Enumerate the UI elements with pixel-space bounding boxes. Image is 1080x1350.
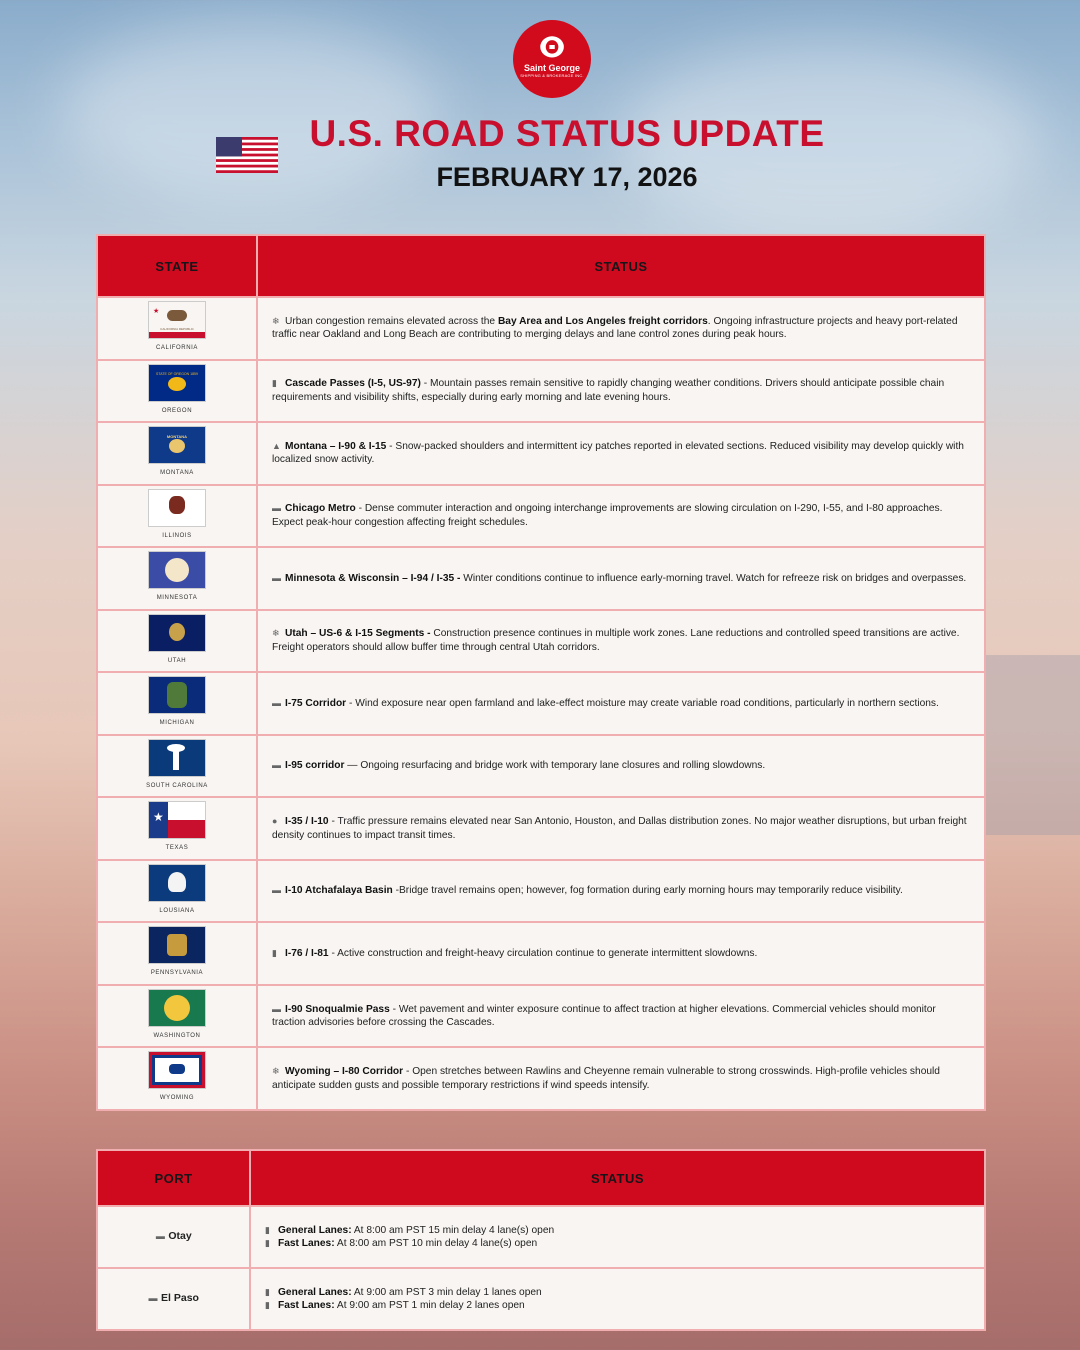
state-name: ILLINOIS: [162, 532, 192, 539]
state-cell: [97, 610, 257, 673]
status-cell: [257, 485, 985, 548]
status-lead-sep: -: [392, 885, 400, 897]
state-name: LOUSIANA: [159, 907, 195, 914]
general-lanes-line: [265, 1224, 970, 1238]
state-flag-oregon: [148, 364, 206, 419]
state-cell: [97, 797, 257, 860]
state-flag-minnesota: [148, 551, 206, 606]
status-text: Wet pavement and winter exposure continue to affect traction at higher elevations. Commercial vehicles should monitor traction advisories before crossing the Cascades.: [272, 1003, 936, 1029]
south-carolina-flag-icon: [148, 739, 206, 777]
status-lead-sep: -: [403, 1066, 413, 1078]
port-vehicle-icon: ▬: [148, 1293, 158, 1304]
state-name: WYOMING: [159, 1095, 195, 1102]
status-lead: I-76 / I-81: [285, 947, 329, 959]
fast-lanes-text: At 8:00 am PST 10 min delay 4 lane(s) open: [334, 1238, 538, 1249]
status-lead: Chicago Metro: [285, 503, 356, 515]
minnesota-flag-icon: [148, 551, 206, 589]
state-cell: [97, 735, 257, 798]
page-date: FEBRUARY 17, 2026: [436, 162, 698, 192]
state-flag-michigan: [148, 676, 206, 731]
states-status-table: [96, 234, 986, 1111]
state-flag-california: [148, 301, 206, 356]
general-lanes-text: At 9:00 am PST 3 min delay 1 lanes open: [351, 1286, 542, 1298]
state-flag-texas: [148, 801, 206, 856]
oregon-flag-icon: [148, 364, 206, 402]
status-emoji-icon: ▬: [272, 503, 281, 514]
status-lead: I-95 corridor: [285, 760, 345, 772]
status-emoji-icon: ❄: [272, 628, 280, 639]
status-lead-sep: -: [328, 947, 338, 959]
michigan-flag-icon: [148, 676, 206, 714]
status-text: Active construction and freight-heavy circulation continue to generate intermittent slowdowns.: [337, 947, 758, 959]
flag-caption: MONTANA: [166, 434, 188, 440]
status-cell: [257, 1047, 985, 1110]
state-row: [97, 547, 985, 610]
state-row: [97, 297, 985, 360]
state-column-header: STATE: [97, 235, 257, 297]
page-title: U.S. ROAD STATUS UPDATE: [309, 113, 825, 154]
state-cell: [97, 297, 257, 360]
status-text: Ongoing resurfacing and bridge work with temporary lane closures and rolling slowdowns.: [360, 760, 766, 772]
port-status-cell: [250, 1206, 985, 1268]
state-name: MINNESOTA: [156, 595, 198, 602]
state-flag-lousiana: [148, 864, 206, 919]
state-row: [97, 485, 985, 548]
state-flag-montana: [148, 426, 206, 481]
general-lanes-text: At 8:00 am PST 15 min delay 4 lane(s) open: [351, 1224, 555, 1236]
general-lanes-label: General Lanes:: [278, 1224, 352, 1236]
fast-lanes-line: [265, 1299, 970, 1313]
traffic-light-icon: ▮: [265, 1300, 270, 1310]
state-cell: [97, 485, 257, 548]
fast-lanes-label: Fast Lanes:: [278, 1300, 335, 1311]
status-text: Bridge travel remains open; however, fog formation during early morning hours may temporarily reduce visibility.: [399, 885, 903, 897]
pennsylvania-flag-icon: [148, 926, 206, 964]
state-row: [97, 672, 985, 735]
state-name: UTAH: [167, 657, 187, 664]
port-row: [97, 1268, 985, 1330]
state-name: TEXAS: [165, 845, 189, 852]
status-emoji-icon: ▮: [272, 947, 277, 958]
port-name: El Paso: [161, 1292, 199, 1305]
status-emoji-icon: ❄: [272, 1066, 280, 1077]
texas-flag-icon: ★: [148, 801, 206, 839]
background-truck: [970, 655, 1080, 835]
status-text: Snow-packed shoulders and intermittent icy patches reported in elevated sections. Reduced visibility may develop quickly with localized snow activity.: [272, 440, 964, 466]
status-lead: Utah – US-6 & I-15 Segments -: [285, 628, 431, 640]
status-lead: Montana – I-90 & I-15: [285, 440, 387, 452]
status-text: Wind exposure near open farmland and lake-effect moisture may create variable road conditions, particularly in northern sections.: [355, 697, 939, 709]
state-cell: [97, 860, 257, 923]
logo-mark-icon: ⵙ: [538, 32, 566, 63]
status-emoji-icon: ▬: [272, 760, 281, 771]
state-name: OREGON: [161, 407, 193, 414]
status-cell: [257, 860, 985, 923]
state-row: [97, 1047, 985, 1110]
status-lead-sep: -: [420, 378, 430, 390]
status-lead-sep: -: [386, 440, 396, 452]
flag-caption: STATE OF OREGON 1859: [156, 371, 198, 376]
status-lead-sep: -: [389, 1003, 399, 1015]
status-lead: Cascade Passes (I-5, US-97): [285, 378, 421, 390]
status-emoji-icon: ●: [272, 816, 278, 827]
status-cell: [257, 547, 985, 610]
state-flag-washington: [148, 989, 206, 1044]
state-cell: [97, 985, 257, 1048]
status-text: Dense commuter interaction and ongoing interchange improvements are slowing circulation on I-290, I-55, and I-80 approaches. Expect peak-hour congestion affecting freight schedules.: [272, 503, 943, 528]
utah-flag-icon: [148, 614, 206, 652]
traffic-light-icon: ▮: [265, 1286, 270, 1297]
state-cell: [97, 360, 257, 423]
state-row: [97, 797, 985, 860]
port-column-header: PORT: [97, 1150, 250, 1206]
saint-george-logo: [513, 20, 591, 98]
state-name: PENNSYLVANIA: [150, 970, 204, 977]
port-row: [97, 1206, 985, 1268]
status-lead: I-90 Snoqualmie Pass: [285, 1003, 390, 1015]
status-lead-sep: -: [328, 816, 338, 828]
status-cell: [257, 297, 985, 360]
state-flag-wyoming: [148, 1051, 206, 1106]
status-column-header: STATUS: [257, 235, 985, 297]
port-vehicle-icon: ▬: [155, 1231, 165, 1242]
status-cell: [257, 422, 985, 485]
state-cell: [97, 547, 257, 610]
state-row: [97, 360, 985, 423]
status-text: Winter conditions continue to influence early-morning travel. Watch for refreeze risk on bridges and overpasses.: [463, 572, 967, 584]
status-cell: [257, 797, 985, 860]
port-name: Otay: [168, 1230, 192, 1243]
general-lanes-label: General Lanes:: [278, 1286, 352, 1298]
status-cell: [257, 360, 985, 423]
fast-lanes-text: At 9:00 am PST 1 min delay 2 lanes open: [334, 1300, 525, 1311]
status-emoji-icon: ▬: [272, 1003, 281, 1014]
status-emoji-icon: ▬: [272, 885, 281, 896]
status-emoji-icon: ▬: [272, 697, 281, 708]
status-text: Mountain passes remain sensitive to rapidly changing weather conditions. Drivers should anticipate possible chain requirements and visibility shifts, especially during early morning and late evening hours.: [272, 378, 945, 403]
state-name: CALIFORNIA: [155, 345, 198, 352]
lousiana-flag-icon: [148, 864, 206, 902]
state-name: MONTANA: [160, 470, 194, 477]
status-cell: [257, 672, 985, 735]
status-highlight: Bay Area and Los Angeles freight corridors: [497, 315, 708, 327]
status-cell: [257, 985, 985, 1048]
state-name: SOUTH CAROLINA: [146, 782, 208, 789]
status-emoji-icon: ❄: [272, 315, 280, 326]
ports-status-table: [96, 1149, 986, 1331]
state-flag-utah: [148, 614, 206, 669]
status-lead: I-35 / I-10: [285, 816, 329, 828]
logo-name: Saint George: [523, 63, 580, 73]
status-lead: Wyoming – I-80 Corridor: [285, 1066, 404, 1078]
state-row: [97, 985, 985, 1048]
state-row: [97, 735, 985, 798]
state-row: [97, 860, 985, 923]
state-row: [97, 922, 985, 985]
general-lanes-line: [265, 1286, 970, 1300]
wyoming-flag-icon: [148, 1051, 206, 1089]
status-emoji-icon: ▲: [272, 440, 281, 451]
status-text: Urban congestion remains elevated across the: [285, 315, 498, 327]
fast-lanes-label: Fast Lanes:: [278, 1238, 335, 1249]
port-status-column-header: STATUS: [250, 1150, 985, 1206]
status-emoji-icon: ▬: [272, 572, 281, 583]
flag-caption: CALIFORNIA REPUBLIC: [160, 327, 194, 332]
status-lead: I-75 Corridor: [285, 697, 347, 709]
status-text-tail: . Ongoing infrastructure projects and heavy port-related traffic near Oakland and Long Beach are contributing to merging delays and lane control zones during peak hours.: [272, 315, 958, 341]
port-status-cell: [250, 1268, 985, 1330]
fast-lanes-line: [265, 1237, 970, 1251]
state-row: [97, 610, 985, 673]
state-name: MICHIGAN: [159, 720, 195, 727]
state-flag-illinois: [148, 489, 206, 544]
status-lead-sep: -: [346, 697, 356, 709]
state-cell: [97, 422, 257, 485]
washington-flag-icon: [148, 989, 206, 1027]
status-cell: [257, 922, 985, 985]
state-flag-pennsylvania: [148, 926, 206, 981]
header: [0, 0, 1080, 230]
illinois-flag-icon: [148, 489, 206, 527]
status-cell: [257, 735, 985, 798]
status-lead-sep: —: [344, 760, 361, 772]
california-flag-icon: ★ CALIFORNIA REPUBLIC: [148, 301, 206, 339]
status-lead: I-10 Atchafalaya Basin: [285, 885, 393, 897]
status-emoji-icon: ▮: [272, 378, 277, 389]
status-text: Traffic pressure remains elevated near San Antonio, Houston, and Dallas distribution zones. No major weather disruptions, but urban freight density continues to impact transit times.: [272, 816, 967, 841]
state-flag-south-carolina: [146, 739, 208, 794]
state-name: WASHINGTON: [153, 1032, 201, 1039]
traffic-light-icon: ▮: [265, 1224, 270, 1235]
state-cell: [97, 922, 257, 985]
status-text: Open stretches between Rawlins and Cheyenne remain vulnerable to strong crosswinds. High-profile vehicles should anticipate sudden gusts and possible temporary restrictions if wind speeds intensify.: [272, 1066, 940, 1091]
state-row: [97, 422, 985, 485]
status-text: Construction presence continues in multiple work zones. Lane reductions and controlled speed transitions are active. Freight operators should allow buffer time through central Utah corridors.: [272, 628, 960, 653]
status-lead-sep: -: [355, 503, 365, 515]
logo-tagline: SHIPPING & BROKERAGE INC.: [520, 73, 584, 78]
port-cell: [97, 1268, 250, 1330]
traffic-light-icon: ▮: [265, 1238, 270, 1248]
port-cell: [97, 1206, 250, 1268]
state-cell: [97, 672, 257, 735]
status-lead: Minnesota & Wisconsin – I-94 / I-35 -: [285, 572, 461, 584]
status-cell: [257, 610, 985, 673]
state-cell: [97, 1047, 257, 1110]
montana-flag-icon: [148, 426, 206, 464]
